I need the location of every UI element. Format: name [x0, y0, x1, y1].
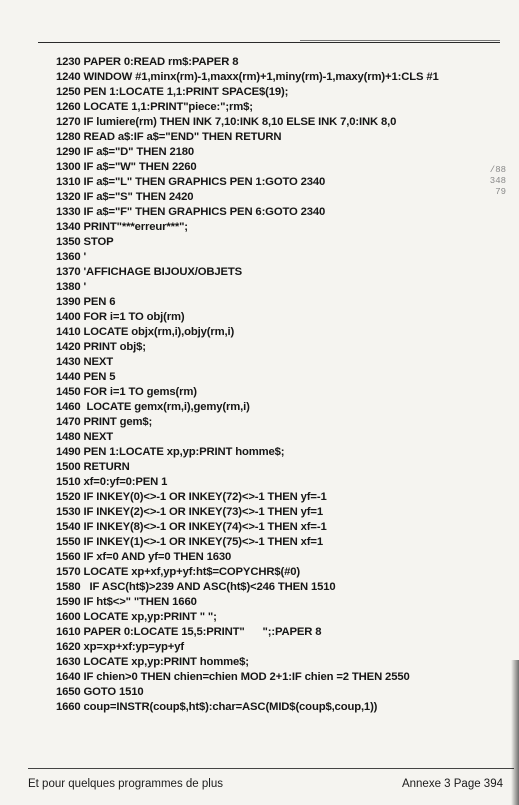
code-line: 1580 IF ASC(ht$)>239 AND ASC(ht$)<246 THEN 1510 — [56, 581, 336, 593]
code-line: 1510 xf=0:yf=0:PEN 1 — [56, 476, 168, 488]
code-line: 1230 PAPER 0:READ rm$:PAPER 8 — [56, 56, 239, 68]
footer-rule — [28, 768, 514, 769]
code-line: 1360 ' — [56, 251, 87, 263]
code-line: 1260 LOCATE 1,1:PRINT"piece:";rm$; — [56, 101, 253, 113]
code-line: 1470 PRINT gem$; — [56, 416, 153, 428]
code-line: 1640 IF chien>0 THEN chien=chien MOD 2+1:IF chien =2 THEN 2550 — [56, 671, 410, 683]
code-line: 1330 IF a$="F" THEN GRAPHICS PEN 6:GOTO 2340 — [56, 206, 326, 218]
code-line: 1450 FOR i=1 TO gems(rm) — [56, 386, 197, 398]
margin-note: 348 — [489, 176, 506, 186]
code-line: 1340 PRINT"***erreur***"; — [56, 221, 188, 233]
code-line: 1370 'AFFICHAGE BIJOUX/OBJETS — [56, 266, 243, 278]
margin-note: 79 — [495, 187, 506, 197]
code-line: 1570 LOCATE xp+xf,yp+yf:ht$=COPYCHR$(#0) — [56, 566, 300, 578]
code-line: 1500 RETURN — [56, 461, 130, 473]
code-line: 1410 LOCATE objx(rm,i),objy(rm,i) — [56, 326, 235, 338]
margin-notes — [484, 165, 506, 198]
footer-page-number: Annexe 3 Page 394 — [401, 778, 503, 790]
code-line: 1620 xp=xp+xf:yp=yp+yf — [56, 641, 184, 653]
code-line: 1250 PEN 1:LOCATE 1,1:PRINT SPACE$(19); — [56, 86, 289, 98]
code-line: 1430 NEXT — [56, 356, 114, 368]
top-rule — [38, 42, 500, 43]
code-line: 1530 IF INKEY(2)<>-1 OR INKEY(73)<>-1 THEN yf=1 — [56, 506, 323, 518]
code-line: 1310 IF a$="L" THEN GRAPHICS PEN 1:GOTO 2340 — [56, 176, 326, 188]
margin-note: /88 — [489, 165, 506, 175]
code-line: 1350 STOP — [56, 236, 114, 248]
code-line: 1240 WINDOW #1,minx(rm)-1,maxx(rm)+1,miny(rm)-1,maxy(rm)+1:CLS #1 — [56, 71, 439, 83]
code-line: 1420 PRINT obj$; — [56, 341, 146, 353]
footer-book-title: Et pour quelques programmes de plus — [28, 778, 223, 790]
top-rule-faint — [300, 40, 500, 41]
code-line: 1630 LOCATE xp,yp:PRINT homme$; — [56, 656, 249, 668]
code-line: 1590 IF ht$<>" "THEN 1660 — [56, 596, 197, 608]
code-line: 1660 coup=INSTR(coup$,ht$):char=ASC(MID$(coup$,coup,1)) — [56, 701, 378, 713]
basic-code-listing — [56, 55, 496, 715]
code-line: 1270 IF lumiere(rm) THEN INK 7,10:INK 8,10 ELSE INK 7,0:INK 8,0 — [56, 116, 397, 128]
code-line: 1280 READ a$:IF a$="END" THEN RETURN — [56, 131, 282, 143]
code-line: 1480 NEXT — [56, 431, 114, 443]
code-line: 1560 IF xf=0 AND yf=0 THEN 1630 — [56, 551, 232, 563]
code-line: 1610 PAPER 0:LOCATE 15,5:PRINT" ";:PAPER 8 — [56, 626, 322, 638]
code-line: 1380 ' — [56, 281, 87, 293]
code-line: 1300 IF a$="W" THEN 2260 — [56, 161, 197, 173]
page-edge-shadow — [511, 660, 519, 805]
code-line: 1490 PEN 1:LOCATE xp,yp:PRINT homme$; — [56, 446, 285, 458]
code-line: 1600 LOCATE xp,yp:PRINT " "; — [56, 611, 217, 623]
code-line: 1540 IF INKEY(8)<>-1 OR INKEY(74)<>-1 THEN xf=-1 — [56, 521, 327, 533]
code-line: 1650 GOTO 1510 — [56, 686, 144, 698]
code-line: 1400 FOR i=1 TO obj(rm) — [56, 311, 185, 323]
code-line: 1320 IF a$="S" THEN 2420 — [56, 191, 194, 203]
code-line: 1390 PEN 6 — [56, 296, 116, 308]
code-line: 1440 PEN 5 — [56, 371, 116, 383]
code-line: 1290 IF a$="D" THEN 2180 — [56, 146, 195, 158]
code-line: 1460 LOCATE gemx(rm,i),gemy(rm,i) — [56, 401, 250, 413]
code-line: 1550 IF INKEY(1)<>-1 OR INKEY(75)<>-1 THEN xf=1 — [56, 536, 323, 548]
code-line: 1520 IF INKEY(0)<>-1 OR INKEY(72)<>-1 THEN yf=-1 — [56, 491, 327, 503]
